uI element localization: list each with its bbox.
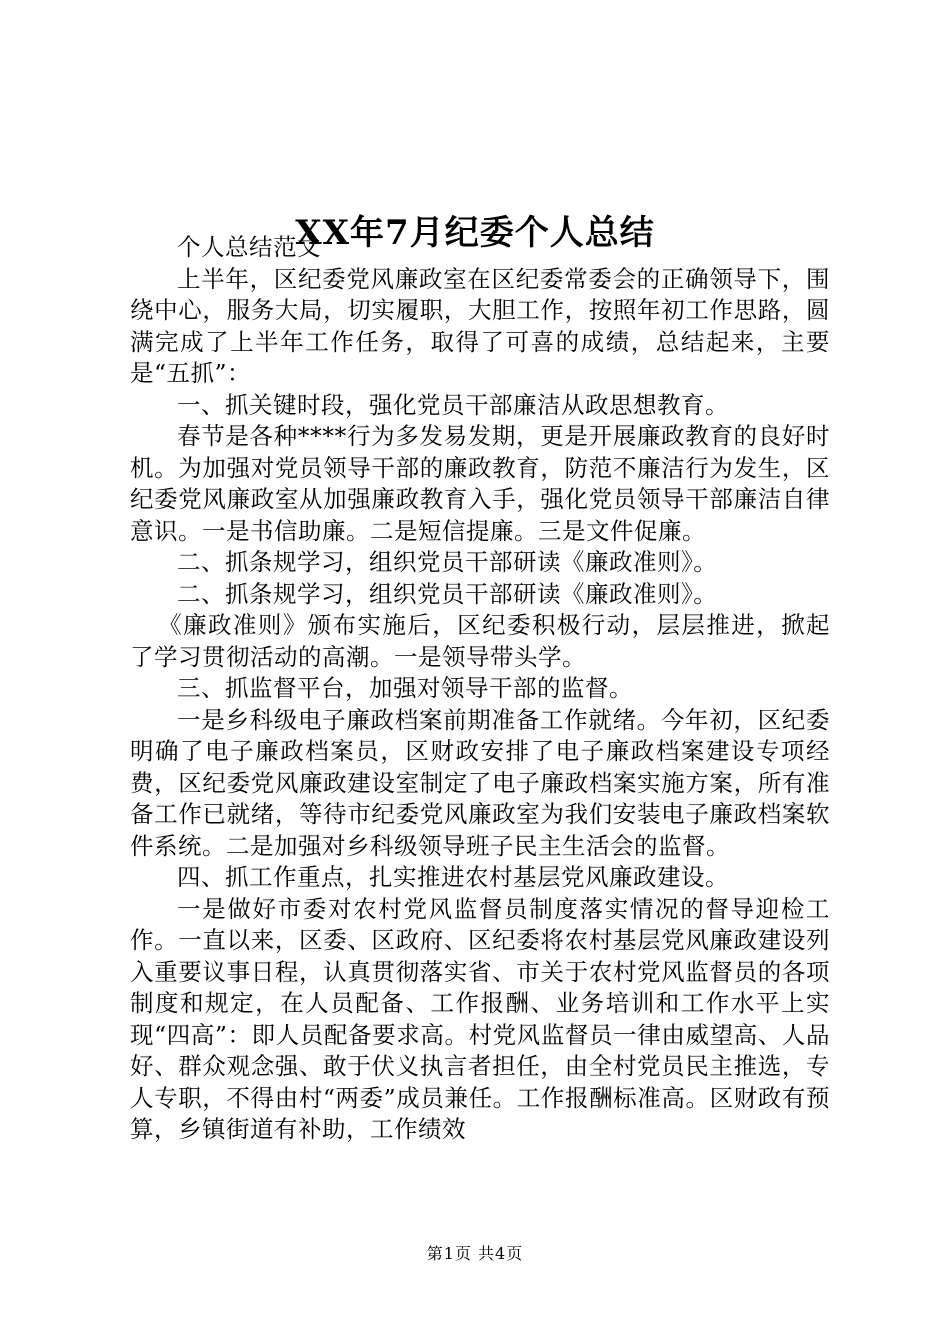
section-heading-1: 一、抓关键时段，强化党员干部廉洁从政思想教育。 <box>177 390 729 419</box>
paragraph-section-3: 一是乡科级电子廉政档案前期准备工作就绪。今年初，区纪委明确了电子廉政档案员，区财政安排了电子廉政档案建设专项经费，区纪委党风廉政建设室制定了电子廉政档案实施方案，所有准备工作已就绪，等待市纪委党风廉政室为我们安装电子廉政档案软件系统。二是加强对乡科级领导班子民主生活会的监督。 <box>130 705 830 860</box>
section-heading-4: 四、抓工作重点，扎实推进农村基层党风廉政建设。 <box>177 863 729 891</box>
paragraph-intro: 上半年，区纪委党风廉政室在区纪委常委会的正确领导下，围绕中心，服务大局，切实履职，大胆工作，按照年初工作思路，圆满完成了上半年工作任务，取得了可喜的成绩，总结起来，主要是“五抓”： <box>130 264 830 387</box>
document-title: XX年7月纪委个人总结 <box>295 212 655 253</box>
paragraph-section-2: 《廉政准则》颁布实施后，区纪委积极行动，层层推进，掀起了学习贯彻活动的高潮。一是领导带头学。 <box>130 611 830 671</box>
section-heading-3: 三、抓监督平台，加强对领导干部的监督。 <box>177 674 633 702</box>
section-heading-2-repeat: 二、抓条规学习，组织党员干部研读《廉政准则》。 <box>177 579 718 608</box>
paragraph-section-4: 一是做好市委对农村党风监督员制度落实情况的督导迎检工作。一直以来，区委、区政府、区纪委将农村基层党风廉政建设列入重要议事日程，认真贯彻落实省、市关于农村党风监督员的各项制度和规定，在人员配备、工作报酬、业务培训和工作水平上实现“四高”：即人员配备要求高。村党风监督员一律由威望高、人品好、群众观念强、敢于伏义执言者担任，由全村党员民主推选，专人专职，不得由村“两委”成员兼任。工作报酬标准高。区财政有预算，乡镇街道有补助，工作绩效 <box>130 894 830 1143</box>
paragraph-section-1: 春节是各种****行为多发易发期，更是开展廉政教育的良好时机。为加强对党员领导干部的廉政教育，防范不廉洁行为发生，区纪委党风廉政室从加强廉政教育入手，强化党员领导干部廉洁自律意识。一是书信助廉。二是短信提廉。三是文件促廉。 <box>130 422 830 545</box>
page-number-footer: 第1页 共4页 <box>426 1244 524 1263</box>
section-heading-2: 二、抓条规学习，组织党员干部研读《廉政准则》。 <box>177 548 718 576</box>
paragraph-subtitle: 个人总结范文 <box>177 233 321 261</box>
document-body <box>130 232 830 1146</box>
